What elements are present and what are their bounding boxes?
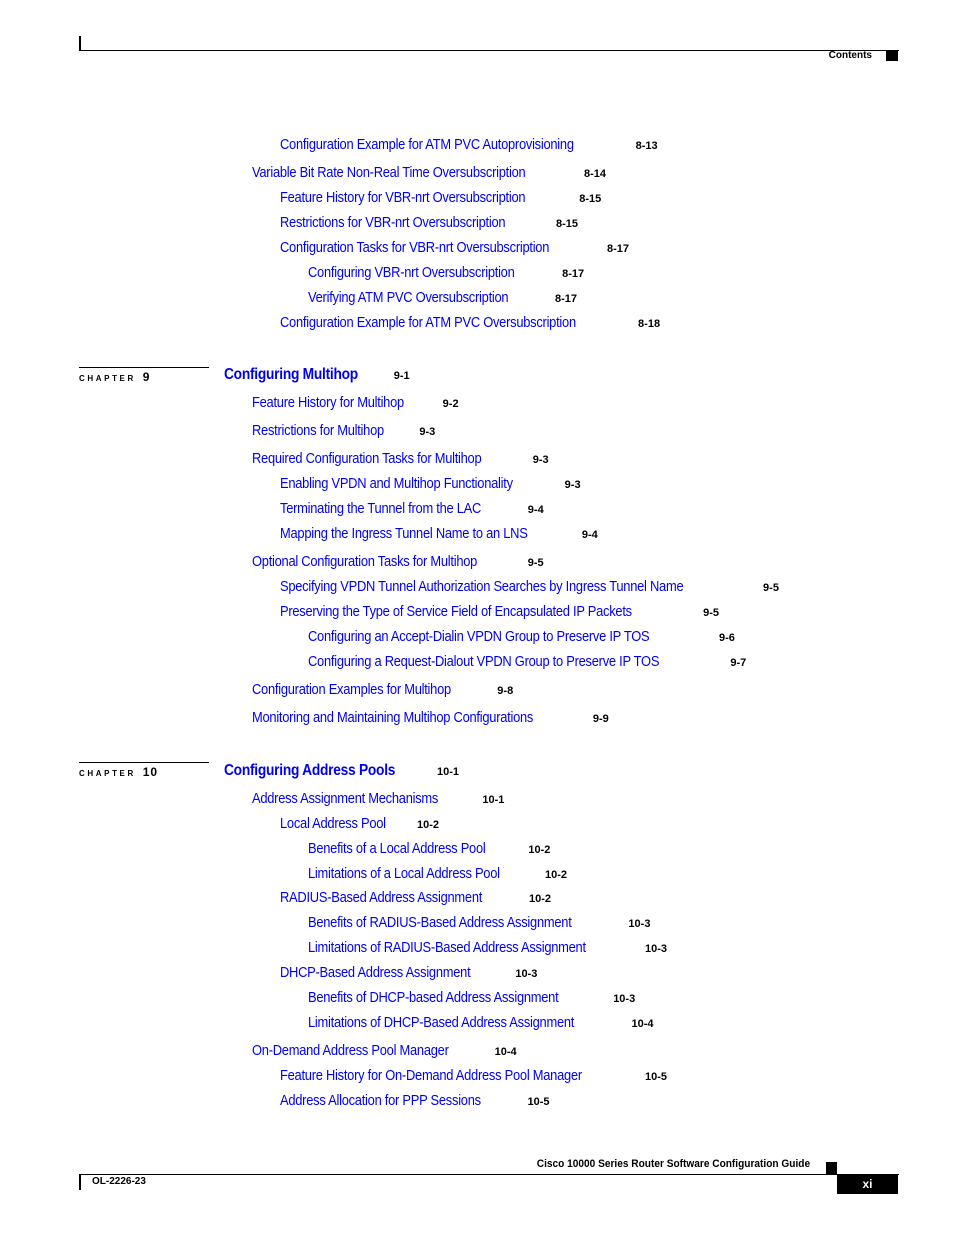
header-section: Contents	[828, 50, 872, 61]
toc-link[interactable]: Verifying ATM PVC Oversubscription	[308, 289, 509, 306]
toc-page: 9-5	[527, 557, 544, 569]
toc-page: 9-9	[592, 713, 609, 725]
footer-title: Cisco 10000 Series Router Software Configuration Guide	[536, 1158, 810, 1170]
toc-link[interactable]: RADIUS-Based Address Assignment	[280, 889, 483, 906]
toc-link[interactable]: Feature History for On-Demand Address Pool Manager	[280, 1067, 582, 1084]
toc-page: 10-2	[417, 819, 440, 831]
toc-page: 10-3	[628, 918, 651, 930]
toc-item[interactable]	[280, 1092, 550, 1110]
toc-item[interactable]	[280, 578, 779, 596]
toc-page: 8-15	[555, 218, 578, 230]
toc-link[interactable]: Local Address Pool	[280, 815, 386, 832]
toc-page: 9-6	[718, 632, 735, 644]
footer-doc-id: OL-2226-23	[92, 1176, 146, 1187]
toc-item[interactable]	[252, 1042, 517, 1060]
toc-link[interactable]: Mapping the Ingress Tunnel Name to an LNS	[280, 525, 528, 542]
toc-link[interactable]: Configuring Multihop	[224, 366, 358, 383]
toc-item[interactable]	[252, 422, 435, 440]
toc-link[interactable]: Restrictions for Multihop	[252, 422, 384, 439]
toc-item[interactable]	[252, 164, 606, 182]
toc-link[interactable]: Configuration Examples for Multihop	[252, 681, 451, 698]
toc-page: 10-3	[645, 943, 668, 955]
toc-page: 10-2	[528, 893, 552, 905]
chapter-word: CHAPTER	[79, 374, 136, 383]
toc-link[interactable]: Benefits of a Local Address Pool	[308, 840, 486, 857]
toc-link[interactable]: Configuring a Request-Dialout VPDN Group to Preserve IP TOS	[308, 653, 660, 670]
toc-link[interactable]: Configuration Tasks for VBR-nrt Oversubscription	[280, 239, 550, 256]
toc-link[interactable]: Preserving the Type of Service Field of Encapsulated IP Packets	[280, 603, 632, 620]
toc-page: 8-17	[606, 243, 629, 255]
toc-page: 9-2	[442, 398, 459, 410]
toc-page: 9-5	[703, 607, 720, 619]
chapter-9-label	[79, 370, 150, 384]
toc-item[interactable]	[308, 289, 577, 307]
toc-link[interactable]: Required Configuration Tasks for Multihop	[252, 450, 482, 467]
toc-link[interactable]: Feature History for VBR-nrt Oversubscription	[280, 189, 526, 206]
toc-link[interactable]: On-Demand Address Pool Manager	[252, 1042, 449, 1059]
toc-link[interactable]: Optional Configuration Tasks for Multihop	[252, 553, 478, 570]
toc-item[interactable]	[308, 1014, 653, 1032]
toc-page: 9-3	[419, 426, 436, 438]
chapter-number: 10	[142, 765, 159, 779]
toc-page: 10-4	[494, 1046, 517, 1058]
toc-link[interactable]: Limitations of a Local Address Pool	[308, 865, 500, 882]
toc-page: 8-14	[583, 168, 606, 180]
toc-page: 9-5	[763, 582, 779, 594]
toc-item[interactable]	[252, 681, 513, 699]
toc-item[interactable]	[252, 394, 459, 412]
toc-page: 9-4	[527, 504, 544, 516]
footer-block	[826, 1162, 837, 1174]
toc-item[interactable]	[280, 815, 439, 833]
toc-link[interactable]: Limitations of DHCP-Based Address Assignment	[308, 1014, 575, 1031]
header-block	[886, 50, 898, 61]
toc-link[interactable]: DHCP-Based Address Assignment	[280, 964, 471, 981]
toc-item[interactable]	[280, 189, 601, 207]
toc-page: 10-2	[528, 844, 551, 856]
toc-link[interactable]: Enabling VPDN and Multihop Functionality	[280, 475, 513, 492]
toc-page: 9-3	[564, 479, 581, 491]
toc-item[interactable]	[308, 628, 735, 646]
toc-page: 10-3	[613, 993, 636, 1005]
toc-item[interactable]	[280, 964, 537, 982]
toc-page: 10-2	[544, 869, 567, 881]
toc-item[interactable]	[280, 603, 719, 621]
chapter-9-rule	[79, 367, 209, 368]
toc-page: 9-3	[532, 454, 549, 466]
chapter-number: 9	[142, 370, 151, 384]
chapter-10-label	[79, 765, 158, 779]
toc-item[interactable]	[280, 475, 581, 493]
toc-item[interactable]	[308, 989, 635, 1007]
toc-item[interactable]	[252, 553, 544, 571]
toc-page: 9-4	[581, 529, 598, 541]
toc-item[interactable]	[308, 914, 650, 932]
toc-item[interactable]	[280, 136, 658, 154]
toc-page: 9-7	[730, 657, 747, 669]
toc-page: 10-4	[631, 1018, 654, 1030]
toc-page: 10-1	[482, 794, 505, 806]
toc-item[interactable]	[308, 653, 746, 671]
toc-item[interactable]	[308, 264, 584, 282]
toc-link[interactable]: Address Assignment Mechanisms	[252, 790, 439, 807]
toc-page: 8-17	[554, 293, 577, 305]
toc-link[interactable]: Restrictions for VBR-nrt Oversubscription	[280, 214, 506, 231]
toc-page: 10-1	[437, 766, 460, 778]
toc-item[interactable]	[252, 709, 609, 727]
toc-chapter-item[interactable]	[224, 762, 459, 780]
toc-link[interactable]: Configuring VBR-nrt Oversubscription	[308, 264, 515, 281]
footer-rule	[79, 1174, 899, 1175]
chapter-10-rule	[79, 762, 209, 763]
toc-item[interactable]	[280, 239, 629, 257]
footer-page-number: xi	[837, 1174, 898, 1194]
toc-item[interactable]	[280, 314, 660, 332]
toc-chapter-item[interactable]	[224, 366, 410, 384]
header-rule	[79, 50, 899, 51]
toc-link[interactable]: Terminating the Tunnel from the LAC	[280, 500, 482, 517]
toc-link[interactable]: Address Allocation for PPP Sessions	[280, 1092, 481, 1109]
toc-link[interactable]: Configuration Example for ATM PVC Oversubscription	[280, 314, 576, 331]
toc-item[interactable]	[280, 889, 551, 907]
toc-link[interactable]: Configuring an Accept-Dialin VPDN Group to Preserve IP TOS	[308, 628, 650, 645]
toc-page: 8-18	[638, 318, 661, 330]
toc-item[interactable]	[252, 790, 504, 808]
toc-page: 8-17	[562, 268, 585, 280]
toc-page: 8-13	[635, 140, 658, 152]
toc-item[interactable]	[280, 500, 544, 518]
toc-page: 10-5	[645, 1071, 668, 1083]
toc-link[interactable]: Variable Bit Rate Non-Real Time Oversubscription	[252, 164, 526, 181]
toc-link[interactable]: Monitoring and Maintaining Multihop Configurations	[252, 709, 534, 726]
footer-tick	[79, 1174, 81, 1190]
toc-item[interactable]	[280, 1067, 667, 1085]
toc-link[interactable]: Configuration Example for ATM PVC Autoprovisioning	[280, 136, 574, 153]
toc-link[interactable]: Feature History for Multihop	[252, 394, 404, 411]
toc-page: 9-8	[497, 685, 514, 697]
toc-link[interactable]: Limitations of RADIUS-Based Address Assignment	[308, 939, 586, 956]
toc-link[interactable]: Benefits of DHCP-based Address Assignment	[308, 989, 559, 1006]
toc-link[interactable]: Benefits of RADIUS-Based Address Assignment	[308, 914, 572, 931]
toc-link[interactable]: Specifying VPDN Tunnel Authorization Searches by Ingress Tunnel Name	[280, 578, 684, 595]
toc-item[interactable]	[308, 840, 550, 858]
toc-item[interactable]	[280, 214, 578, 232]
toc-item[interactable]	[280, 525, 598, 543]
toc-page: 9-1	[393, 370, 410, 382]
toc-item[interactable]	[308, 939, 667, 957]
toc-page: 8-15	[579, 193, 602, 205]
toc-item[interactable]	[252, 450, 549, 468]
chapter-word: CHAPTER	[79, 769, 136, 778]
toc-page: 10-3	[515, 968, 538, 980]
header-tick	[79, 36, 81, 50]
toc-link[interactable]: Configuring Address Pools	[224, 762, 396, 779]
toc-item[interactable]	[308, 865, 567, 883]
toc-page: 10-5	[527, 1096, 550, 1108]
